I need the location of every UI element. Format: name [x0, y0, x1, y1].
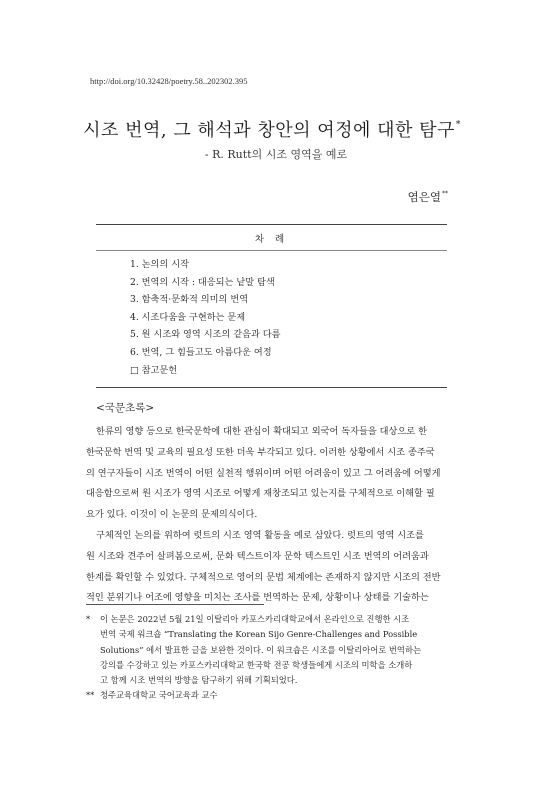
footnote-1-mark: *	[86, 614, 91, 624]
paper-subtitle: - R. Rutt의 시조 영역을 예로	[204, 148, 348, 161]
toc-item: 2. 번역의 시작 : 대응되는 낱말 탐색	[130, 276, 275, 288]
toc-item: □ 참고문헌	[130, 364, 178, 376]
author-name: 염은열	[407, 190, 441, 204]
abstract-body	[86, 422, 472, 609]
toc-item: 5. 원 시조와 영역 시조의 같음과 다름	[130, 329, 281, 341]
footnote-line: 강의를 수강하고 있는 카포스카리대학교 한국학 전공 학생들에게 시조의 미학을 소개하	[100, 659, 413, 670]
abstract-line: 요가 있다. 이것이 이 논문의 문제의식이다.	[86, 509, 258, 521]
toc-item: 4. 시조다움을 구현하는 문제	[130, 311, 246, 323]
footnotes	[86, 612, 476, 704]
abstract-line: 한국문학 번역 및 교육의 필요성 또한 더욱 부각되고 있다. 이러한 상황에서 시조 종주국	[86, 446, 435, 458]
abstract-line: 한류의 영향 등으로 한국문학에 대한 관심이 확대되고 외국어 독자들을 대상으로 한	[96, 426, 427, 437]
abstract-line: 구체적인 논의를 위하여 럿트의 시조 영역 활동을 예로 삼았다. 럿트의 영역 시조를	[96, 529, 424, 541]
footnote-2	[86, 688, 476, 703]
abstract-line: 대응함으로써 원 시조가 영역 시조로 어떻게 재창조되고 있는지를 구체적으로 이해할 필	[86, 488, 435, 500]
toc-item: 3. 함축적·문화적 의미의 번역	[130, 294, 249, 306]
paper-title	[0, 116, 544, 142]
footnote-line: 이 논문은 2022년 5월 21일 이탈리아 카포스카리대학교에서 온라인으로 진행한 시조	[100, 614, 410, 624]
footnote-line: 고 함께 시조 번역의 방향을 탐구하기 위해 기획되었다.	[100, 675, 298, 686]
abstract-heading: <국문초록>	[96, 402, 155, 414]
footnote-line: 청주교육대학교 국어교육과 교수	[100, 690, 218, 701]
footnote-line: Solutions” 에서 발표한 글을 보완한 것이다. 이 워크숍은 시조를 이탈리아어로 번역하는	[100, 644, 421, 655]
abstract-line: 한계를 확인할 수 있었다. 구체적으로 영어의 문법 체계에는 존재하지 않지만 시조의 전반	[86, 571, 441, 583]
author-footnote-mark: **	[442, 190, 448, 197]
abstract-line: 원 시조와 견주어 살펴봄으로써, 문화 텍스트이자 문학 텍스트인 시조 번역의 어려움과	[86, 550, 429, 562]
title-footnote-mark: *	[455, 120, 461, 130]
footnote-divider	[86, 604, 264, 605]
toc-item: 6. 번역, 그 힘들고도 아름다운 여정	[130, 346, 272, 358]
toc-item: 1. 논의의 시작	[130, 259, 189, 270]
author	[408, 189, 448, 205]
footnote-1	[86, 612, 476, 688]
abstract-line: 의 연구자들이 시조 번역이 어떤 실천적 행위이며 어떤 어려움이 있고 그 어려움에 어떻게	[86, 467, 441, 479]
toc-heading: 차 례	[96, 225, 447, 251]
table-of-contents	[96, 224, 447, 388]
abstract-line: 적인 분위기나 어조에 영향을 미치는 조사를 번역하는 문제, 상황이나 상태를 기술하는	[86, 592, 429, 604]
footnote-2-mark: **	[86, 690, 95, 701]
paper-title-text: 시조 번역, 그 해석과 창안의 여정에 대한 탐구	[83, 120, 455, 141]
doi-link[interactable]: http://doi.org/10.32428/poetry.58..202302.395	[90, 76, 248, 86]
footnote-line: 번역 국제 워크숍 “Translating the Korean Sijo Genre-Challenges and Possible	[100, 629, 418, 640]
toc-list	[96, 251, 447, 387]
